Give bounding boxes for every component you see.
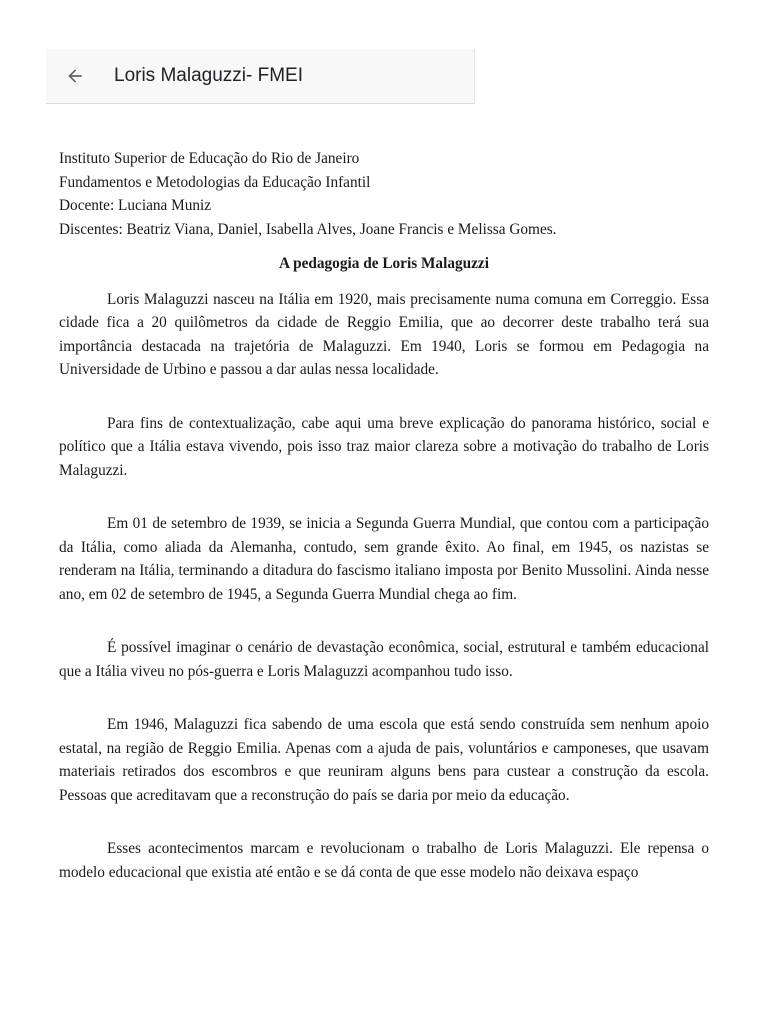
course-line: Fundamentos e Metodologias da Educação Infantil — [59, 173, 371, 191]
document-title: Loris Malaguzzi- FMEI — [114, 65, 303, 86]
students-line: Discentes: Beatriz Viana, Daniel, Isabella Alves, Joane Francis e Melissa Gomes. — [59, 220, 557, 238]
paragraph: Loris Malaguzzi nasceu na Itália em 1920, mais precisamente numa comuna em Correggio. Essa cidade fica a 20 quilômetros da cidade de Reggio Emilia, que ao decorrer deste trabalho terá sua importância destacada na trajetória de Malaguzzi. Em 1940, Loris se formou em Pedagogia na Universidade de Urbino e passou a dar aulas nessa localidade. — [59, 290, 709, 378]
document-page — [59, 147, 709, 914]
institution-line: Instituto Superior de Educação do Rio de Janeiro — [59, 150, 360, 167]
paragraph: É possível imaginar o cenário de devastação econômica, social, estrutural e também educacional que a Itália viveu no pós-guerra e Loris Malaguzzi acompanhou tudo isso. — [59, 639, 709, 680]
paragraph: Em 01 de setembro de 1939, se inicia a Segunda Guerra Mundial, que contou com a participação da Itália, como aliada da Alemanha, contudo, sem grande êxito. Ao final, em 1945, os nazistas se renderam na Itália, terminando a ditadura do fascismo italiano imposta por Benito Mussolini. Ainda nesse ano, em 02 de setembro de 1945, a Segunda Guerra Mundial chega ao fim. — [59, 515, 709, 603]
doc-heading: A pedagogia de Loris Malaguzzi — [279, 255, 489, 272]
paragraph: Em 1946, Malaguzzi fica sabendo de uma escola que está sendo construída sem nenhum apoio estatal, na região de Reggio Emilia. Apenas com a ajuda de pais, voluntários e camponeses, que usavam materiais retirados dos escombros e que reuniram alguns bens para custear a construção da escola. Pessoas que acreditavam que a reconstrução do país se daria por meio da educação. — [59, 716, 709, 804]
teacher-line: Docente: Luciana Muniz — [59, 197, 212, 214]
paragraph: Esses acontecimentos marcam e revolucionam o trabalho de Loris Malaguzzi. Ele repensa o modelo educacional que existia até então e se dá conta de que esse modelo não deixava espaço — [59, 840, 709, 881]
paragraph: Para fins de contextualização, cabe aqui uma breve explicação do panorama histórico, social e político que a Itália estava vivendo, pois isso traz maior clareza sobre a motivação do trabalho de Loris Malaguzzi. — [59, 414, 709, 479]
